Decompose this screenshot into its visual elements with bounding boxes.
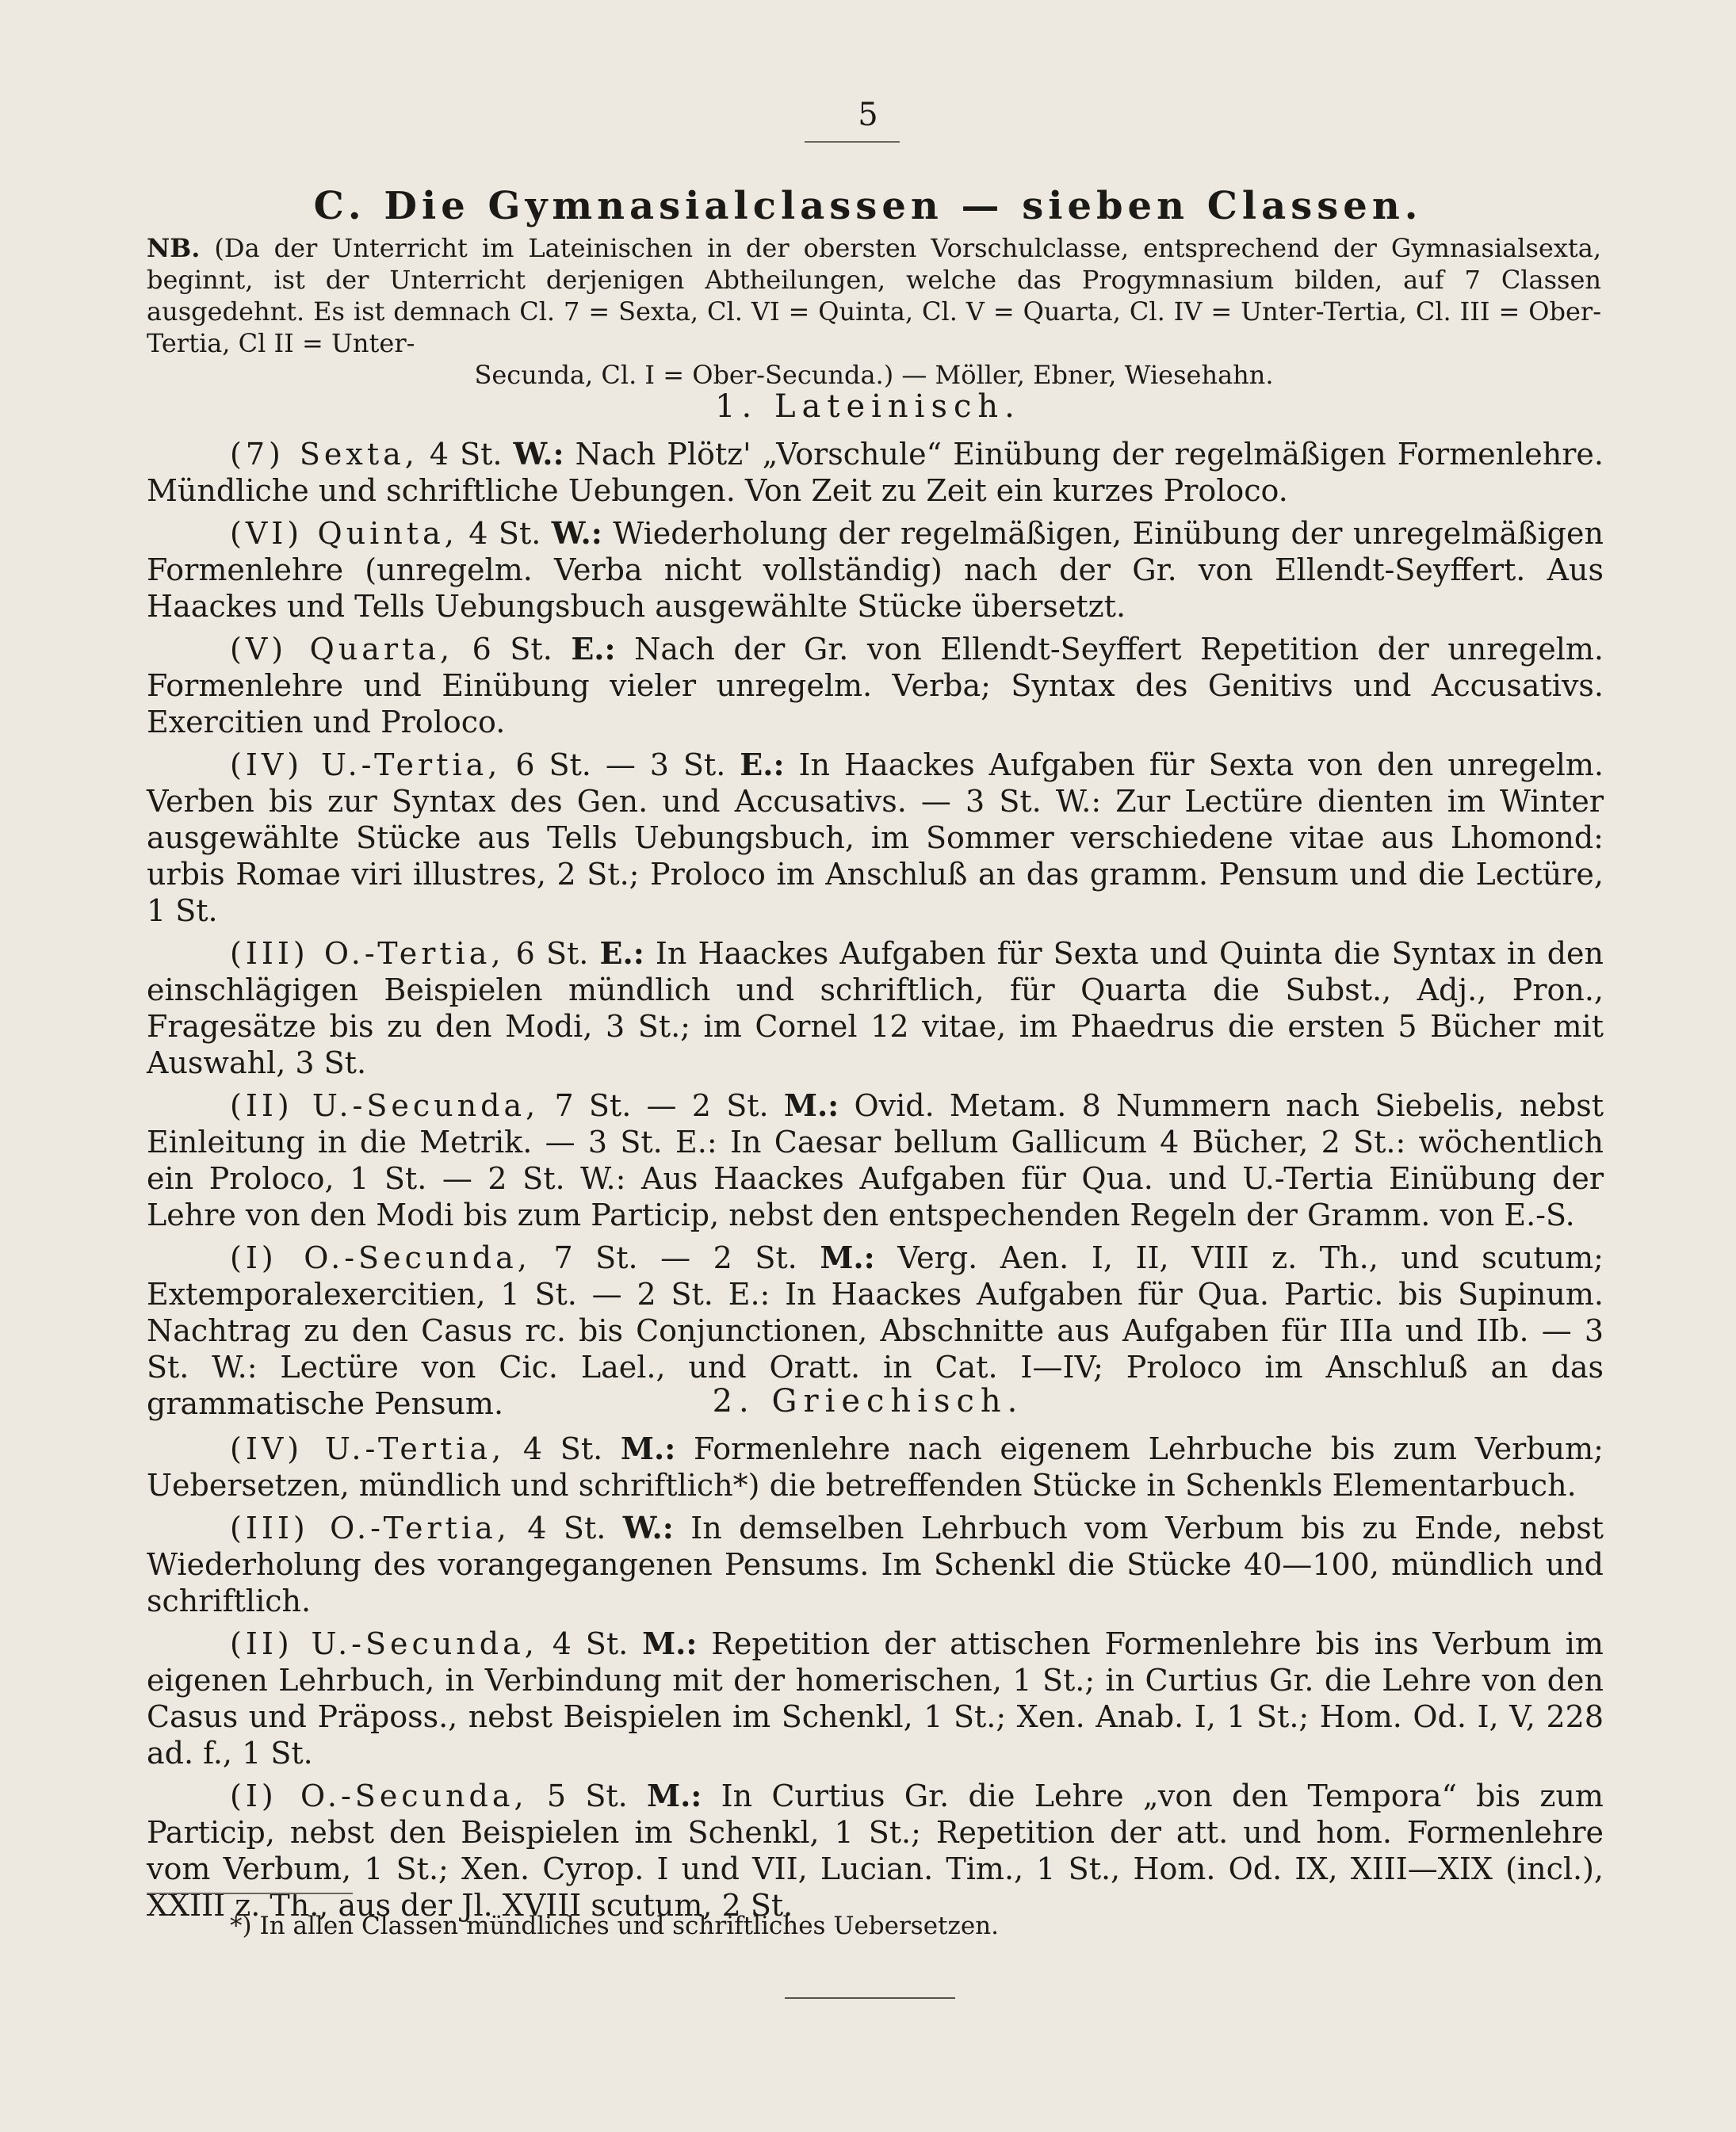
entry-text: In Haackes Aufgaben für Sexta von den unregelm. Verben bis zur Syntax des Gen. und Accusativs. — 3 St. W.: Zur Lectüre dienten im Winter ausgewählte Stücke aus Tells Uebungsbuch, im Sommer verschiedene vitae aus Lhomond: urbis Romae viri illustres, 2 St.; Proloco im Anschluß an das gramm. Pensum und die Lectüre, 1 St. (147, 747, 1604, 928)
hours: 4 St. (429, 437, 503, 472)
greek-entry (147, 1510, 1604, 1619)
hours: 4 St. (552, 1626, 629, 1661)
entry-text: In Curtius Gr. die Lehre „von den Tempora“ bis zum Particip, nebst den Beispielen im Schenkl, 1 St.; Repetition der att. und hom. Formenlehre vom Verbum, 1 St.; Xen. Cyrop. I und VII, Lucian. Tim., 1 St., Hom. Od. IX, XIII—XIX (incl.), XXIII z. Th., aus der Jl. XVIII scutum, 2 St. (147, 1779, 1604, 1923)
hours: 4 St. (522, 1431, 603, 1466)
hours: 6 St. (515, 936, 589, 971)
hours: 7 St. — 2 St. (553, 1240, 797, 1275)
class-label: (I) O.-Secunda, (230, 1779, 528, 1813)
class-label: (II) U.-Secunda, (230, 1088, 540, 1123)
class-label: (III) O.-Tertia, (230, 936, 505, 971)
footnote-rule (147, 1893, 353, 1894)
class-label: (II) U.-Secunda, (230, 1626, 538, 1661)
nb-text: (Da der Unterricht im Lateinischen in der obersten Vorschulclasse, entsprechend der Gymnasialsexta, beginnt, ist der Unterricht derjenigen Abtheilungen, welche das Progymnasium bilden, auf 7 Classen ausgedehnt. Es ist demnach Cl. 7 = Sexta, Cl. VI = Quinta, Cl. V = Quarta, Cl. IV = Unter-Tertia, Cl. III = Ober-Tertia, Cl II = Unter- (147, 233, 1602, 358)
hours: 4 St. (527, 1511, 606, 1546)
hours: 6 St. (472, 632, 553, 667)
entry-text: Formenlehre nach eigenem Lehrbuche bis zum Verbum; Uebersetzen, mündlich und schriftlich*) die betreffenden Stücke in Schenkls Elementarbuch. (147, 1431, 1604, 1503)
nb-label: NB. (147, 233, 201, 263)
latin-entry (147, 935, 1604, 1081)
greek-entry (147, 1778, 1604, 1924)
entry-text: In Haackes Aufgaben für Sexta und Quinta die Syntax in den einschlägigen Beispielen mündlich und schriftlich, für Quarta die Subst., Adj., Pron., Fragesätze bis zu den Modi, 3 St.; im Cornel 12 vitae, im Phaedrus die ersten 5 Bücher mit Auswahl, 3 St. (147, 936, 1604, 1080)
teacher: M.: (620, 1431, 676, 1466)
teacher: W.: (513, 436, 564, 472)
page-number: 5 (858, 97, 878, 133)
nb-note (147, 232, 1601, 391)
entry-text: Nach der Gr. von Ellendt-Seyffert Repetition der unregelm. Formenlehre und Einübung vieler unregelm. Verba; Syntax des Genitivs und Accusativs. Exercitien und Proloco. (147, 632, 1604, 739)
class-label: (IV) U.-Tertia, (230, 1431, 506, 1466)
greek-entry (147, 1626, 1604, 1771)
teacher: W.: (551, 515, 602, 551)
teacher: M.: (783, 1087, 839, 1123)
class-label: (III) O.-Tertia, (230, 1511, 510, 1546)
entry-text: Verg. Aen. I, II, VIII z. Th., und scutum; Extemporalexercitien, 1 St. — 2 St. E.: In Haackes Aufgaben für Qua. Partic. bis Supinum. Nachtrag zu den Casus rc. bis Conjunctionen, Abschnitte aus Aufgaben für IIIa und IIb. — 3 St. W.: Lectüre von Cic. Lael., und Oratt. in Cat. I—IV; Proloco im Anschluß an das grammatische Pensum. (147, 1240, 1604, 1421)
teacher: W.: (622, 1510, 674, 1546)
teacher: M.: (820, 1240, 875, 1275)
latin-entry (147, 1087, 1604, 1233)
section-title-greek: 2. Griechisch. (712, 1383, 1024, 1419)
teacher: E.: (740, 747, 785, 782)
class-label: (I) O.-Secunda, (230, 1240, 531, 1275)
hours: 6 St. — 3 St. (515, 747, 726, 782)
footnote: *) In allen Classen mündliches und schriftliches Uebersetzen. (230, 1912, 1000, 1940)
hours: 5 St. (546, 1779, 628, 1813)
nb-last-line: Secunda, Cl. I = Ober-Secunda.) — Möller, Ebner, Wiesehahn. (474, 360, 1274, 390)
hours: 4 St. (468, 516, 541, 551)
teacher: M.: (647, 1778, 702, 1813)
latin-entry (147, 515, 1604, 625)
entry-text: Repetition der attischen Formenlehre bis ins Verbum im eigenen Lehrbuch, in Verbindung mit der homerischen, 1 St.; in Curtius Gr. die Lehre von den Casus und Präposs., nebst Beispielen im Schenkl, 1 St.; Xen. Anab. I, 1 St.; Hom. Od. I, V, 228 ad. f., 1 St. (147, 1626, 1604, 1771)
teacher: E.: (571, 631, 616, 667)
entry-text: In demselben Lehrbuch vom Verbum bis zu Ende, nebst Wiederholung des vorangegangenen Pensums. Im Schenkl die Stücke 40—100, mündlich und schriftlich. (147, 1511, 1604, 1618)
class-label: (VI) Quinta, (230, 516, 458, 551)
entry-text: Ovid. Metam. 8 Nummern nach Siebelis, nebst Einleitung in die Metrik. — 3 St. E.: In Caesar bellum Gallicum 4 Bücher, 2 St.: wöchentlich ein Proloco, 1 St. — 2 St. W.: Aus Haackes Aufgaben für Qua. und U.-Tertia Einübung der Lehre von den Modi bis zum Particip, nebst den entspechenden Regeln der Gramm. von E.-S. (147, 1088, 1604, 1232)
section-title-latin: 1. Lateinisch. (715, 388, 1021, 425)
latin-section (147, 436, 1604, 1422)
latin-entry (147, 747, 1604, 929)
page-number-rule (805, 141, 900, 143)
teacher: M.: (642, 1626, 698, 1661)
greek-section (147, 1431, 1604, 1924)
class-label: (7) Sexta, (230, 437, 419, 472)
bottom-rule (785, 1997, 955, 1999)
class-label: (V) Quarta, (230, 632, 454, 667)
latin-entry (147, 631, 1604, 740)
entry-text: Nach Plötz' „Vorschule“ Einübung der regelmäßigen Formenlehre. Mündliche und schriftliche Uebungen. Von Zeit zu Zeit ein kurzes Proloco. (147, 437, 1604, 508)
hours: 7 St. — 2 St. (554, 1088, 769, 1123)
teacher: E.: (599, 935, 644, 971)
page-heading: C. Die Gymnasialclassen — sieben Classen. (313, 184, 1423, 228)
latin-entry (147, 436, 1604, 509)
class-label: (IV) U.-Tertia, (230, 747, 502, 782)
entry-text: Wiederholung der regelmäßigen, Einübung der unregelmäßigen Formenlehre (unregelm. Verba nicht vollständig) nach der Gr. von Ellendt-Seyffert. Aus Haackes und Tells Uebungsbuch ausgewählte Stücke übersetzt. (147, 516, 1604, 624)
greek-entry (147, 1431, 1604, 1503)
